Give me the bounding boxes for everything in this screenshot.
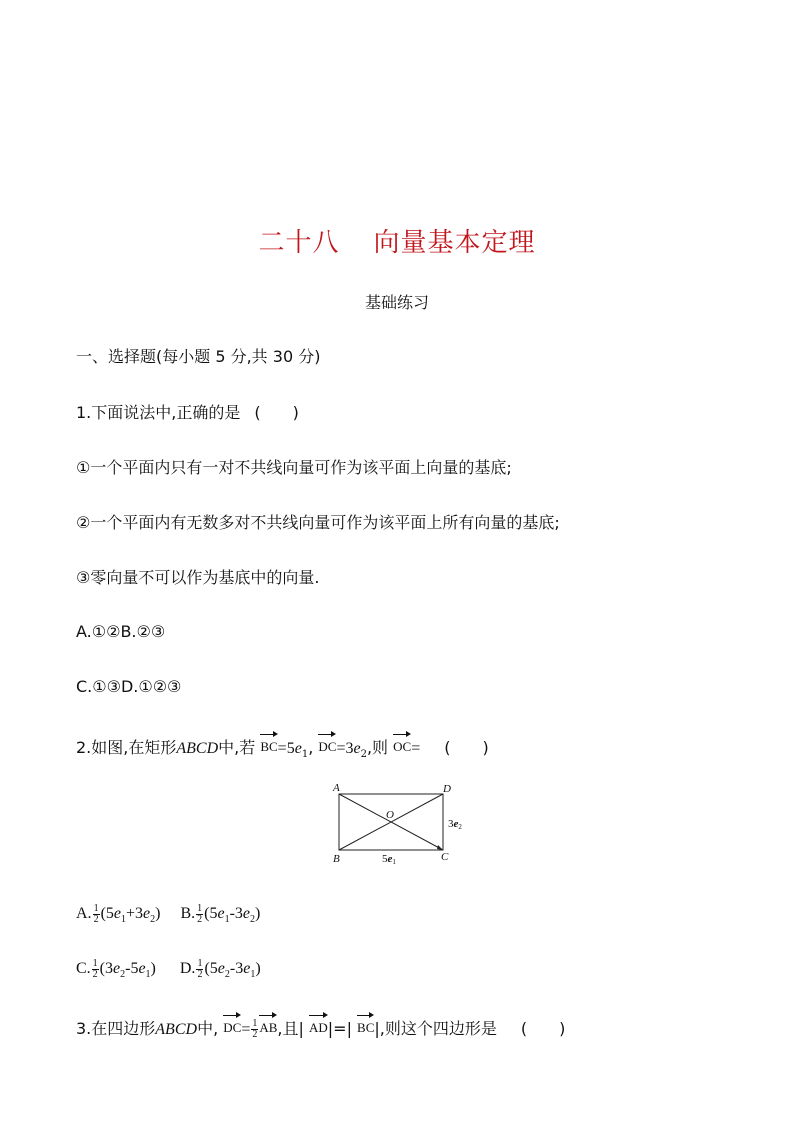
q3-cond2: |=| <box>327 1019 352 1038</box>
q3-eq: = <box>241 1021 251 1038</box>
q2-eq2: =3 <box>336 740 354 757</box>
q2-then: ,则 <box>366 738 389 757</box>
vector-bc: BC <box>260 732 277 758</box>
subtitle: 基础练习 <box>364 293 429 312</box>
question-1-stem <box>76 402 299 424</box>
side-bc-label: 5e1 <box>382 853 396 866</box>
answer-blank: ( ) <box>520 1019 566 1038</box>
q2-e: e <box>353 740 361 757</box>
vector-dc: DC <box>223 1013 241 1039</box>
q2-text-pre: 2.如图,在矩形 <box>76 738 177 757</box>
statement-2: ②一个平面内有无数多对不共线向量可作为该平面上所有向量的基底; <box>76 513 560 532</box>
title-number: 二十八 <box>258 228 340 258</box>
label-a: A <box>333 782 340 794</box>
side-dc-label: 3e2 <box>448 818 462 831</box>
vector-ad: AD <box>309 1013 328 1039</box>
option-b[interactable]: B.②③ <box>120 622 166 641</box>
q3-quad-name: ABCD <box>155 1021 198 1038</box>
q3-text-pre: 3.在四边形 <box>76 1019 156 1038</box>
label-b: B <box>333 853 340 865</box>
q2-eq3: = <box>411 740 421 757</box>
option-a[interactable]: A. $\frac{1}{2}$ $(5e_1+3e_2)$ <box>76 902 161 926</box>
fraction-one-half: $\frac{1}{2}$ <box>252 1018 258 1040</box>
question-1-text: 1.下面说法中,正确的是 <box>76 403 241 422</box>
q2-sub2: 2 <box>360 749 367 761</box>
vector-oc: OC <box>393 732 411 758</box>
option-a[interactable]: A.①② <box>76 622 121 641</box>
rectangle-figure <box>325 778 465 870</box>
q2-eq1: =5 <box>277 740 295 757</box>
page-title <box>0 222 794 259</box>
option-c[interactable]: C.①③ <box>76 677 121 696</box>
option-b[interactable]: B. $\frac{1}{2}$ $(5e_1-3e_2)$ <box>180 902 261 926</box>
section-heading: 一、选择题(每小题 5 分,共 30 分) <box>76 347 321 366</box>
q2-options-row-2 <box>76 958 261 986</box>
vector-ab: AB <box>259 1013 277 1039</box>
q2-comma: , <box>308 738 314 757</box>
q2-rect-name: ABCD <box>176 740 219 757</box>
q2-e: e <box>294 740 302 757</box>
q2-text-mid: 中,若 <box>218 738 256 757</box>
arrow-head-icon <box>437 845 443 850</box>
q1-options-row-2 <box>76 676 181 698</box>
option-d[interactable]: D.①②③ <box>120 677 182 696</box>
q1-options-row-1 <box>76 621 165 643</box>
statement-1: ①一个平面内只有一对不共线向量可作为该平面上向量的基底; <box>76 458 512 477</box>
q3-text-mid: 中, <box>197 1019 219 1038</box>
label-d: D <box>443 783 451 795</box>
q2-options-row-1 <box>76 903 260 931</box>
option-d[interactable]: D. $\frac{1}{2}$ $(5e_2-3e_1)$ <box>179 957 261 981</box>
statement-3: ③零向量不可以作为基底中的向量. <box>76 568 320 587</box>
answer-blank: ( ) <box>254 403 299 422</box>
question-2-stem <box>76 732 489 766</box>
answer-blank: ( ) <box>444 738 489 757</box>
q3-cond1: ,且| <box>277 1019 304 1038</box>
label-c: C <box>441 851 449 863</box>
question-3-stem <box>76 1013 565 1041</box>
q3-cond3: |,则这个四边形是 <box>374 1019 497 1038</box>
label-o: O <box>386 809 394 821</box>
vector-bc: BC <box>357 1013 374 1039</box>
title-topic: 向量基本定理 <box>373 228 536 258</box>
q2-sub1: 1 <box>301 749 309 761</box>
option-c[interactable]: C. $\frac{1}{2}$ $(3e_2-5e_1)$ <box>76 957 156 981</box>
vector-dc: DC <box>318 732 336 758</box>
